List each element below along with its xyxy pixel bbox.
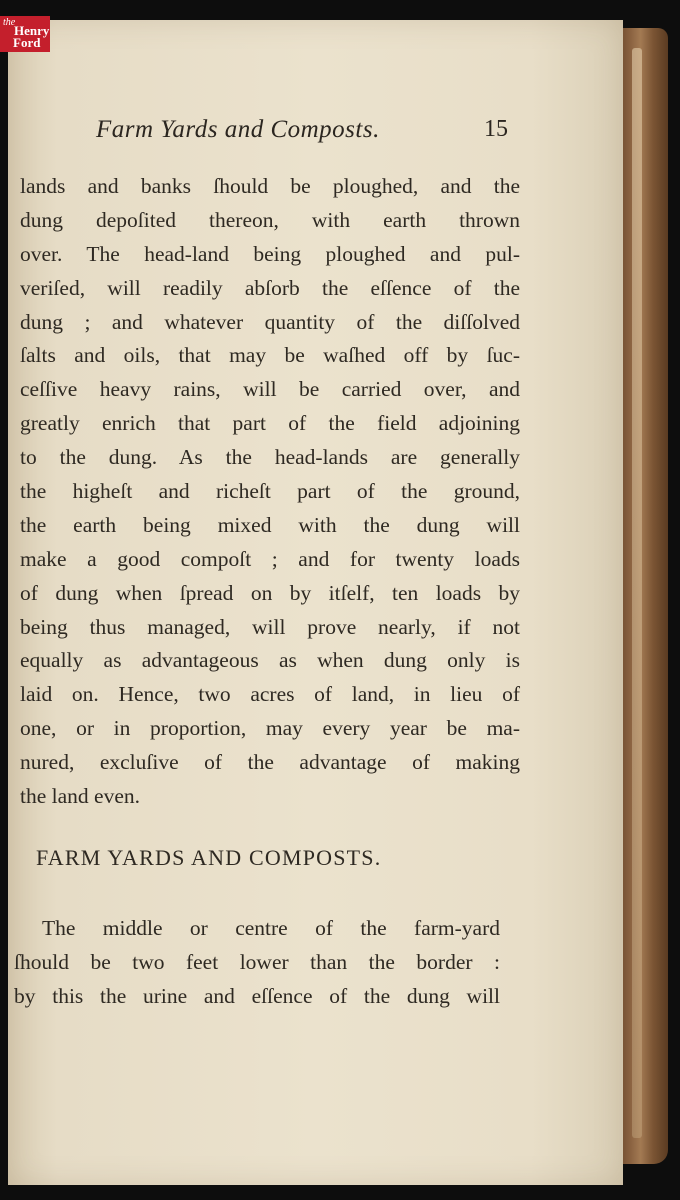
text-line: laid on. Hence, two acres of land, in lieu of <box>20 682 520 707</box>
text-line: one, or in proportion, may every year be ma- <box>20 716 520 741</box>
logo-ford: Ford <box>13 35 41 50</box>
text-line: to the dung. As the head-lands are generally <box>20 445 520 470</box>
text-line: the earth being mixed with the dung will <box>20 512 520 537</box>
logo-henry: Henry <box>14 23 50 38</box>
text-line: equally as advantageous as when dung only is <box>20 648 520 673</box>
logo-the: the <box>3 17 16 28</box>
paragraph-2 <box>14 912 500 1014</box>
text-line: nured, excluſive of the advantage of making <box>20 750 520 775</box>
text-line: by this the urine and eſſence of the dung will <box>14 983 500 1008</box>
book-cover-edge <box>618 28 668 1164</box>
text-line: dung ; and whatever quantity of the diſſolved <box>20 309 520 334</box>
section-heading: FARM YARDS AND COMPOSTS. <box>36 845 382 870</box>
text-line: ſalts and oils, that may be waſhed off by ſuc- <box>20 343 520 368</box>
text-line: veriſed, will readily abſorb the eſſence of the <box>20 275 520 300</box>
text-line: the higheſt and richeſt part of the ground, <box>20 479 520 504</box>
page-number: 15 <box>484 116 508 142</box>
text-line: make a good compoſt ; and for twenty loads <box>20 546 520 571</box>
text-line: of dung when ſpread on by itſelf, ten loads by <box>20 580 520 605</box>
text-line: ſhould be two feet lower than the border : <box>14 949 500 974</box>
henry-ford-logo <box>0 16 50 52</box>
text-line: dung depoſited thereon, with earth thrown <box>20 207 520 232</box>
text-line: ceſſive heavy rains, will be carried over, and <box>20 377 520 402</box>
running-title: Farm Yards and Composts. <box>96 116 380 143</box>
text-line: over. The head-land being ploughed and pul- <box>20 241 520 266</box>
text-line: greatly enrich that part of the field adjoining <box>20 411 520 436</box>
paragraph-1 <box>20 170 520 814</box>
text-line: being thus managed, will prove nearly, if not <box>20 614 520 639</box>
text-line: The middle or centre of the farm-yard <box>42 916 500 940</box>
text-line: lands and banks ſhould be ploughed, and the <box>20 174 520 198</box>
text-line: the land even. <box>20 784 140 809</box>
